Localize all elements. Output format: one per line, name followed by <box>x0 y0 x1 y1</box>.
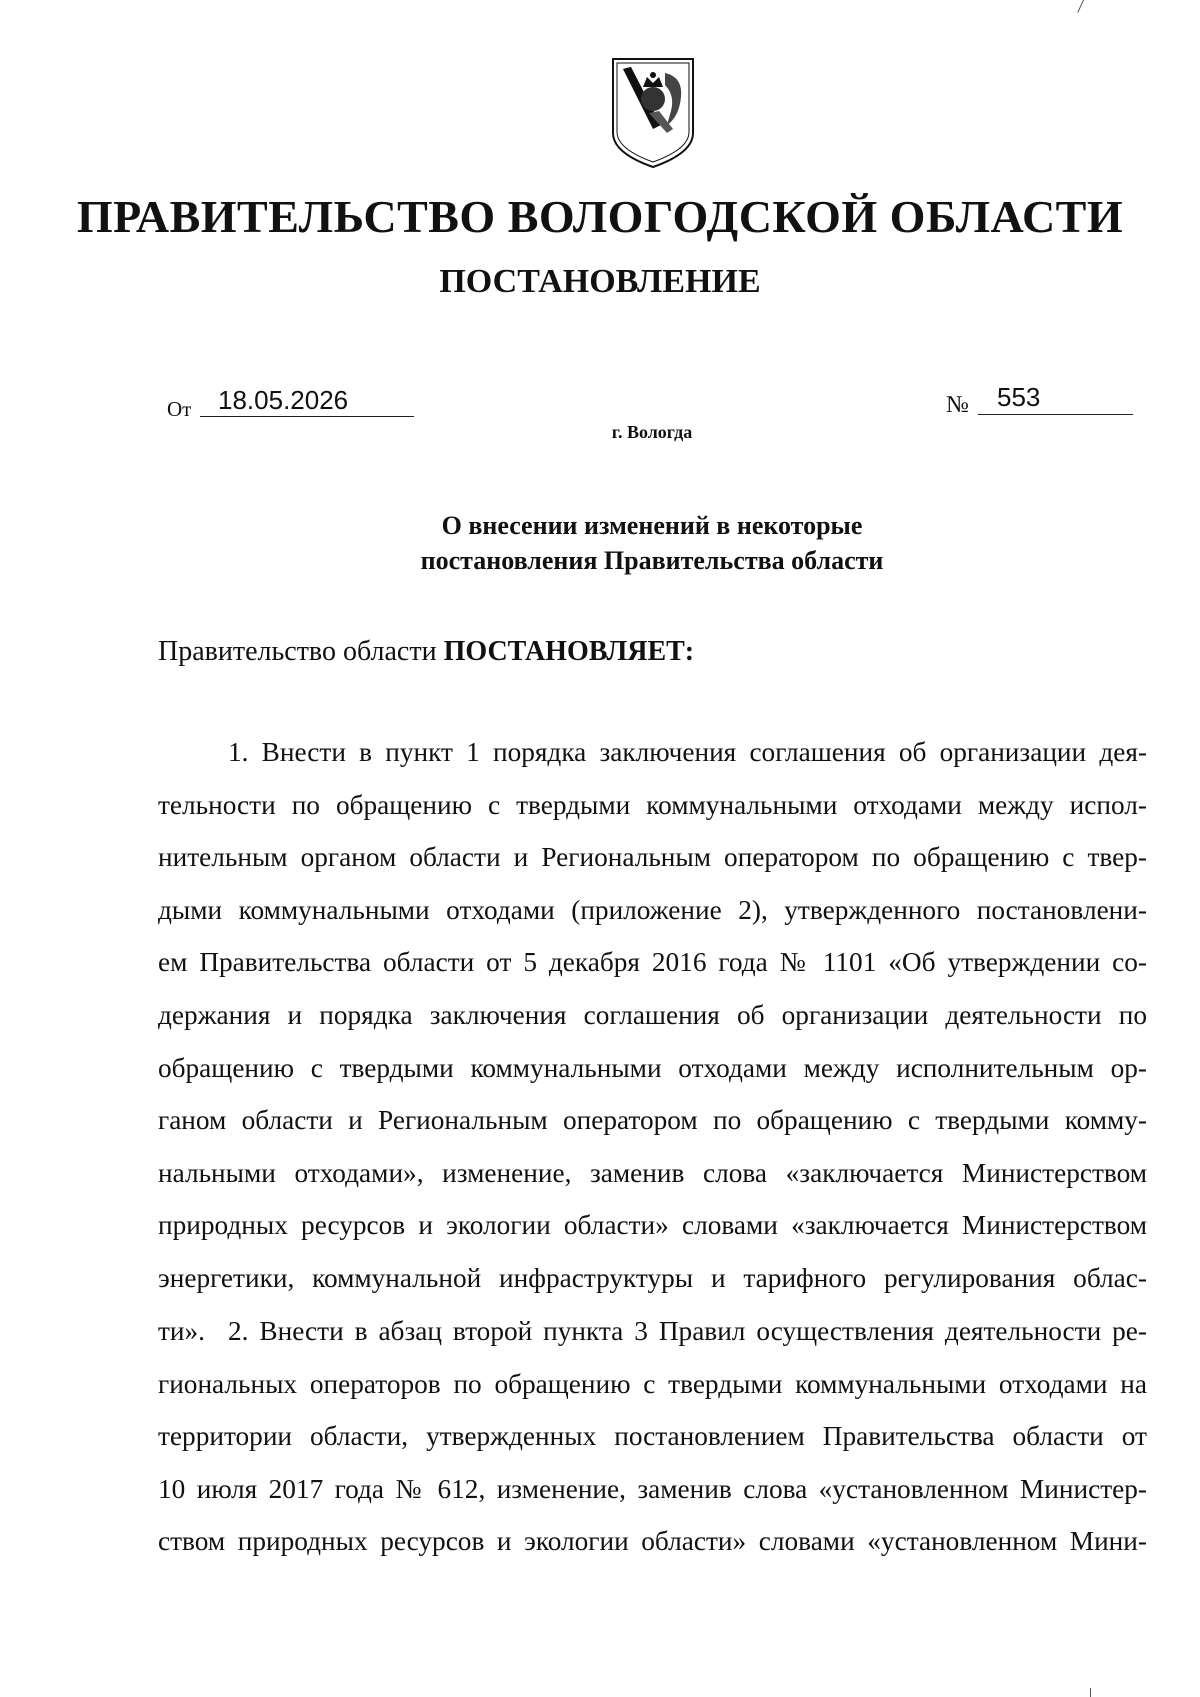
preamble <box>158 636 694 668</box>
paragraph-line: нальными отходами», изменение, заменив слова «заключается Министерством <box>158 1157 1147 1188</box>
decree-word: ПОСТАНОВЛЯЕТ: <box>443 636 695 667</box>
paragraph-line: энергетики, коммунальной инфраструктуры и тарифного регулирования облас- <box>158 1262 1147 1293</box>
paragraph-line: ем Правительства области от 5 декабря 2016 года № 1101 «Об утверждении со- <box>158 947 1147 978</box>
paragraph-line: тельности по обращению с твердыми коммунальными отходами между испол- <box>158 789 1147 820</box>
subject-line: постановления Правительства области <box>420 546 884 575</box>
city-name: г. Вологда <box>611 422 693 442</box>
scan-mark <box>1090 1688 1092 1697</box>
paragraph-line: гиональных операторов по обращению с твердыми коммунальными отходами на <box>158 1368 1147 1399</box>
paragraph-line: держания и порядка заключения соглашения об организации деятельности по <box>158 999 1147 1030</box>
paragraph-line: территории области, утвержденных постановлением Правительства области от <box>158 1421 1147 1452</box>
document-number: 553 <box>978 382 1133 415</box>
document-type: ПОСТАНОВЛЕНИЕ <box>439 263 761 300</box>
document-date: 18.05.2026 <box>200 385 414 417</box>
paragraph-line: ти». <box>158 1315 206 1346</box>
paragraph-line: обращению с твердыми коммунальными отходами между исполнительным ор- <box>158 1052 1147 1083</box>
organization-title: ПРАВИТЕЛЬСТВО ВОЛОГОДСКОЙ ОБЛАСТИ <box>76 191 1124 242</box>
paragraph-2 <box>158 1305 1147 1568</box>
paragraph-line: 2. Внести в абзац второй пункта 3 Правил осуществления деятельности ре- <box>228 1316 1147 1346</box>
subject-line: О внесении изменений в некоторые <box>441 511 863 540</box>
paragraph-line: 1. Внести в пункт 1 порядка заключения соглашения об организации дея- <box>228 737 1147 767</box>
date-label: От <box>167 397 192 421</box>
paragraph-line: нительным органом области и Региональным оператором по обращению с твер- <box>158 842 1147 873</box>
number-label: № <box>946 392 969 418</box>
preamble-text: Правительство области <box>158 636 437 667</box>
paragraph-line: дыми коммунальными отходами (приложение 2), утвержденного постановлени- <box>158 894 1147 925</box>
paragraph-line: ганом области и Региональным оператором по обращению с твердыми комму- <box>158 1105 1147 1136</box>
document-subject <box>0 508 1200 578</box>
paragraph-line: природных ресурсов и экологии области» словами «заключается Министерством <box>158 1210 1147 1241</box>
coat-of-arms-emblem <box>609 55 697 170</box>
paragraph-1 <box>158 726 1147 1357</box>
paragraph-line: 10 июля 2017 года № 612, изменение, заменив слова «установленном Министер- <box>158 1473 1147 1504</box>
paragraph-line: ством природных ресурсов и экологии области» словами «установленном Мини- <box>158 1526 1147 1557</box>
scan-mark <box>1077 0 1087 14</box>
